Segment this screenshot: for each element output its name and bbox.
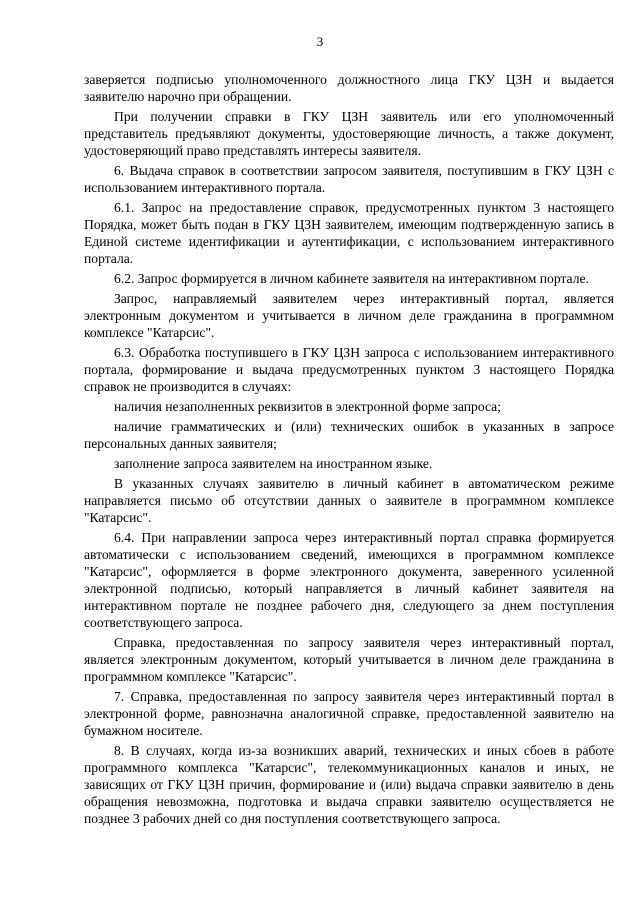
paragraph-section-6: 6. Выдача справок в соответствии запросом заявителя, поступившим в ГКУ ЦЗН с использованием интерактивного портала. (84, 163, 614, 195)
paragraph-request-electronic-document: Запрос, направляемый заявителем через интерактивный портал, является электронным документом и учитывается в личном деле гражданина в программном комплексе "Катарсис". (84, 291, 614, 340)
document-body (84, 71, 614, 830)
paragraph-section-6-1: 6.1. Запрос на предоставление справок, предусмотренных пунктом 3 настоящего Порядка, может быть подан в ГКУ ЦЗН заявителем, имеющим подтвержденную запись в Единой системе идентификации и аутентификации, с использованием интерактивного портала. (84, 200, 614, 266)
paragraph-continuation: заверяется подписью уполномоченного должностного лица ГКУ ЦЗН и выдается заявителю нарочно при обращении. (84, 72, 614, 104)
paragraph-obtaining-certificate: При получении справки в ГКУ ЦЗН заявитель или его уполномоченный представитель предъявляют документы, удостоверяющие личность, а также документ, удостоверяющий право представлять интересы заявителя. (84, 109, 614, 158)
paragraph-case-unfilled-fields: наличия незаполненных реквизитов в электронной форме запроса; (114, 399, 501, 414)
paragraph-section-7: 7. Справка, предоставленная по запросу заявителя через интерактивный портал в электронной форме, равнозначна аналогичной справке, предоставленной заявителю на бумажном носителе. (84, 689, 614, 738)
paragraph-section-8: 8. В случаях, когда из-за возникших аварий, технических и иных сбоев в работе программного комплекса "Катарсис", телекоммуникационных каналов и иных, не зависящих от ГКУ ЦЗН причин, формирование и (или) выдача справки заявителю в день обращения невозможна, подготовка и выдача справки заявителю осуществляется не позднее 3 рабочих дней со дня поступления соответствующего запроса. (84, 743, 614, 826)
paragraph-section-6-3: 6.3. Обработка поступившего в ГКУ ЦЗН запроса с использованием интерактивного портала, формирование и выдача предусмотренных пунктом 3 настоящего Порядка справок не производится в случаях: (84, 345, 614, 394)
page-number: 3 (316, 34, 324, 49)
paragraph-case-errors: наличие грамматических и (или) технических ошибок в указанных в запросе персональных данных заявителя; (84, 419, 614, 451)
paragraph-section-6-2: 6.2. Запрос формируется в личном кабинете заявителя на интерактивном портале. (114, 271, 589, 286)
paragraph-case-foreign-language: заполнение запроса заявителем на иностранном языке. (114, 456, 433, 471)
paragraph-certificate-electronic-document: Справка, предоставленная по запросу заявителя через интерактивный портал, является электронным документом, который учитывается в личном деле гражданина в программном комплексе "Катарсис". (84, 635, 614, 684)
paragraph-automatic-letter: В указанных случаях заявителю в личный кабинет в автоматическом режиме направляется письмо об отсутствии данных о заявителе в программном комплексе "Катарсис". (84, 476, 614, 525)
paragraph-section-6-4: 6.4. При направлении запроса через интерактивный портал справка формируется автоматически с использованием сведений, имеющихся в программном комплексе "Катарсис", оформляется в форме электронного документа, заверенного усиленной электронной подписью, который направляется в личный кабинет заявителя на интерактивном портале не позднее рабочего дня, следующего за днем поступления соответствующего запроса. (84, 530, 614, 630)
